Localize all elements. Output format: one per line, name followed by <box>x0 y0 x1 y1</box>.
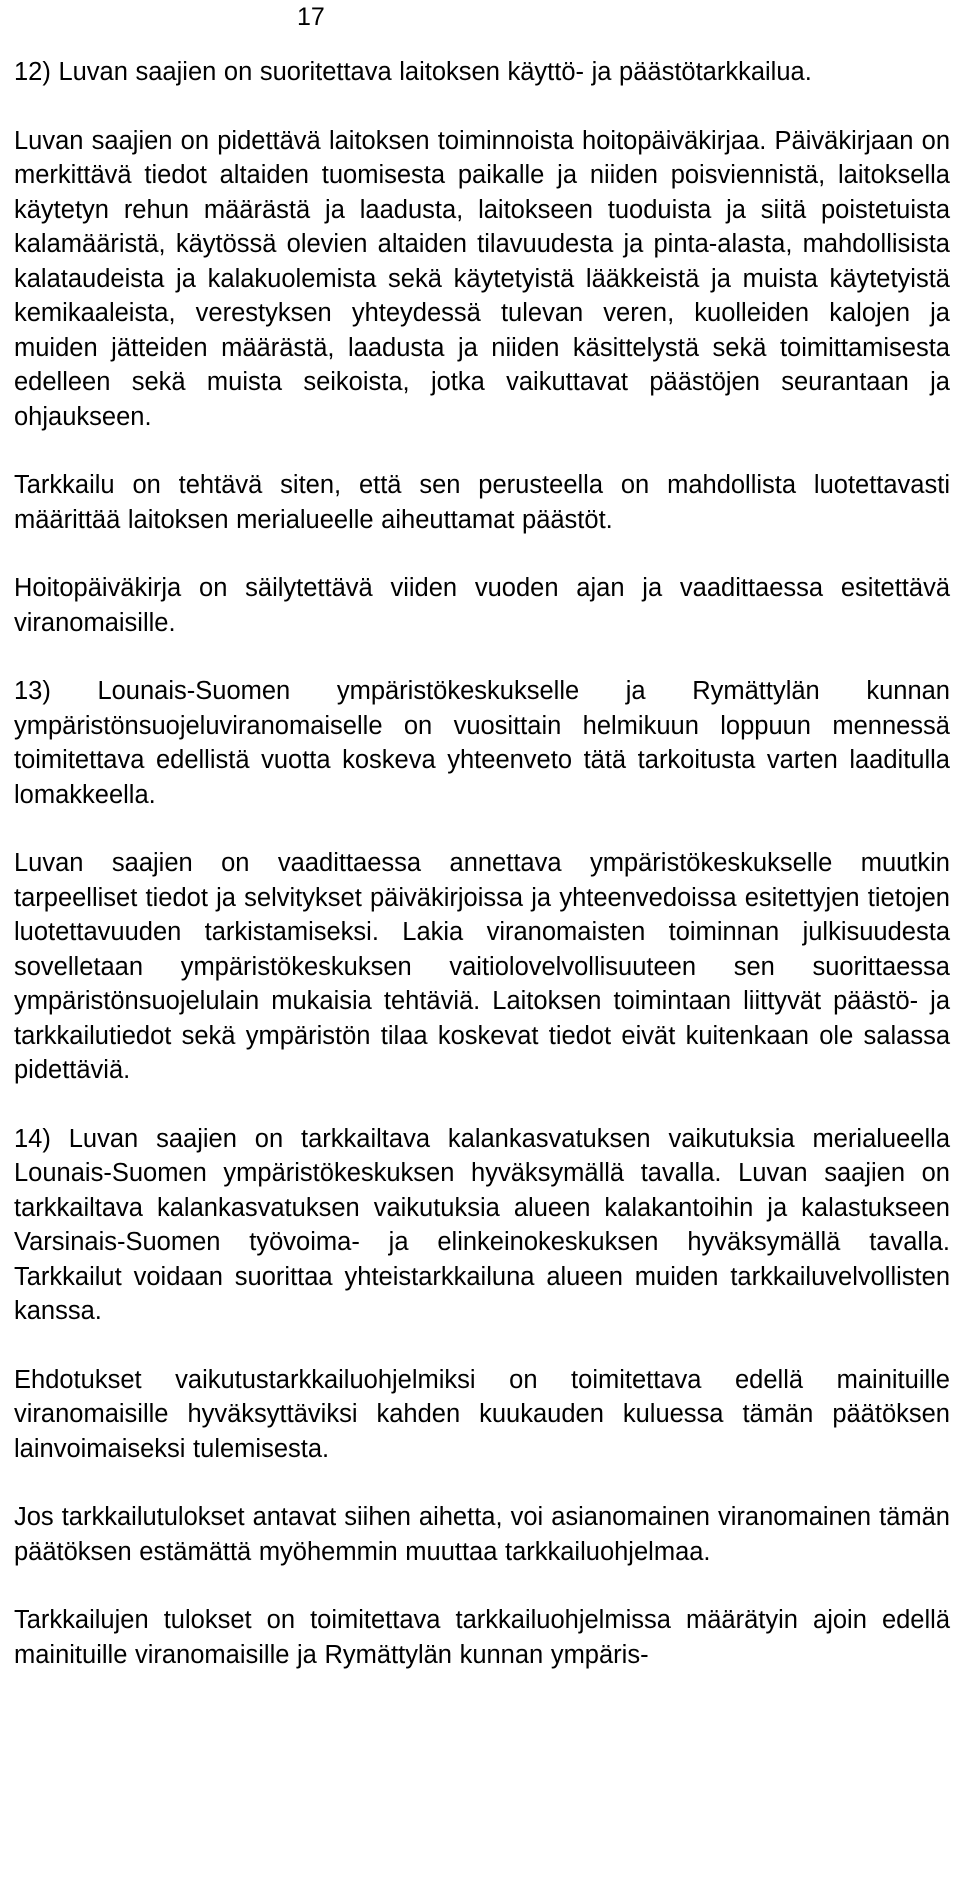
paragraph-12-heading: 12) Luvan saajien on suoritettava laitoksen käyttö- ja päästötarkkailua. <box>14 58 812 86</box>
paragraph-13-heading: 13) Lounais-Suomen ympäristökeskukselle ja Rymättylän kunnan ympäristönsuojeluviranomaiselle on vuosittain helmikuun loppuun mennessä toimitettava edellistä vuotta koskeva yhteenveto tätä tarkoitusta varten laaditulla lomakkeella. <box>14 677 950 809</box>
paragraph-14-changes: Jos tarkkailutulokset antavat siihen aihetta, voi asianomainen viranomainen tämän päätöksen estämättä myöhemmin muuttaa tarkkailuohjelmaa. <box>14 1503 950 1566</box>
document-body <box>14 55 950 1672</box>
paragraph-12-diary: Luvan saajien on pidettävä laitoksen toiminnoista hoitopäiväkirjaa. Päiväkirjaan on merkittävä tiedot altaiden tuomisesta paikalle ja niiden poisviennistä, laitoksella käytetyn rehun määrästä ja laadusta, laitokseen tuoduista ja siitä poistetuista kalamääristä, käytössä olevien altaiden tilavuudesta ja pinta-alasta, mahdollisista kalataudeista ja kalakuolemista sekä käytetyistä lääkkeistä ja muista käytetyistä kemikaaleista, verestyksen yhteydessä tulevan veren, kuolleiden kalojen ja muiden jätteiden määrästä, laadusta ja niiden käsittelystä sekä toimittamisesta edelleen sekä muista seikoista, jotka vaikuttavat päästöjen seurantaan ja ohjaukseen. <box>14 126 950 431</box>
paragraph-13-information: Luvan saajien on vaadittaessa annettava ympäristökeskukselle muutkin tarpeelliset tiedot ja selvitykset päiväkirjoissa ja yhteenvedoissa esitettyjen tietojen luotettavuuden tarkistamiseksi. Lakia viranomaisten toiminnan julkisuudesta sovelletaan ympäristökeskuksen vaitiolovelvollisuuteen sen suorittaessa ympäristönsuojelulain mukaisia tehtäviä. Laitoksen toimintaan liittyvät päästö- ja tarkkailutiedot sekä ympäristön tilaa koskevat tiedot eivät kuitenkaan ole salassa pidettäviä. <box>14 849 950 1084</box>
paragraph-12-retention: Hoitopäiväkirja on säilytettävä viiden vuoden ajan ja vaadittaessa esitettävä viranomaisille. <box>14 574 950 637</box>
paragraph-14-heading: 14) Luvan saajien on tarkkailtava kalankasvatuksen vaikutuksia merialueella Lounais-Suomen ympäristökeskuksen hyväksymällä tavalla. Luvan saajien on tarkkailtava kalankasvatuksen vaikutuksia alueen kalakantoihin ja kalastukseen Varsinais-Suomen työvoima- ja elinkeinokeskuksen hyväksymällä tavalla. Tarkkailut voidaan suorittaa yhteistarkkailuna alueen muiden tarkkailuvelvollisten kanssa. <box>14 1124 950 1325</box>
paragraph-14-results: Tarkkailujen tulokset on toimitettava tarkkailuohjelmissa määrätyin ajoin edellä mainituille viranomaisille ja Rymättylän kunnan ympäris- <box>14 1606 950 1669</box>
paragraph-14-proposals: Ehdotukset vaikutustarkkailuohjelmiksi on toimitettava edellä mainituille viranomaisille hyväksyttäviksi kahden kuukauden kuluessa tämän päätöksen lainvoimaiseksi tulemisesta. <box>14 1365 950 1463</box>
paragraph-12-monitoring: Tarkkailu on tehtävä siten, että sen perusteella on mahdollista luotettavasti määrittää laitoksen merialueelle aiheuttamat päästöt. <box>14 471 950 534</box>
page-number: 17 <box>297 3 325 31</box>
